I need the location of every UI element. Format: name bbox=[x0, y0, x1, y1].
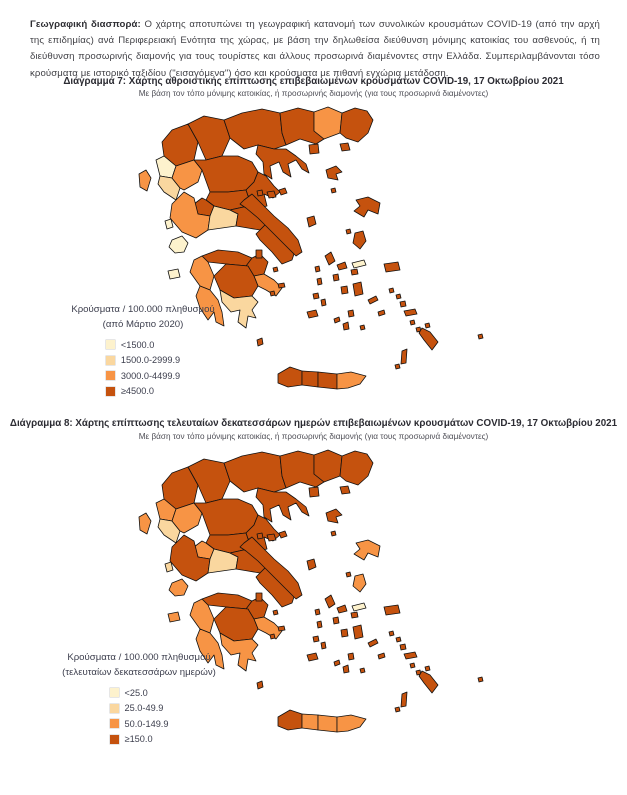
region-paros bbox=[341, 629, 348, 637]
legend-item bbox=[110, 732, 169, 748]
region-limnos bbox=[326, 509, 342, 523]
region-samothrace bbox=[340, 486, 350, 494]
figure8-legend bbox=[33, 650, 245, 747]
region-corfu bbox=[139, 170, 151, 191]
region-anafi bbox=[360, 325, 365, 330]
region-aegina bbox=[273, 610, 278, 615]
geographic-dispersion-paragraph bbox=[30, 17, 600, 83]
region-crete_heraklion bbox=[318, 372, 337, 389]
region-kea bbox=[315, 266, 320, 272]
region-serifos bbox=[313, 636, 319, 642]
region-kos bbox=[404, 652, 417, 659]
region-mykonos bbox=[351, 612, 358, 618]
region-astypalea bbox=[378, 653, 385, 659]
region-leros bbox=[396, 637, 401, 642]
region-paros bbox=[341, 286, 348, 294]
figure8-subtitle: Με βάση τον τόπο μόνιμης κατοικίας, ή προσωρινής διαμονής (για τους προσωρινά διαμένοντες) bbox=[138, 432, 489, 441]
region-zakynthos bbox=[168, 612, 180, 622]
region-psara bbox=[346, 229, 351, 234]
legend-label: <1500.0 bbox=[120, 339, 155, 350]
region-lesbos bbox=[354, 540, 380, 560]
legend-title-line1: Κρούσματα / 100.000 πληθυσμού bbox=[67, 652, 211, 663]
region-leros bbox=[396, 294, 401, 299]
region-crete_rethymno bbox=[302, 714, 318, 730]
legend-item bbox=[110, 701, 169, 717]
legend-label: 3000.0-4499.9 bbox=[120, 370, 181, 381]
region-hydra bbox=[278, 626, 285, 631]
region-symi bbox=[425, 666, 430, 671]
region-argolida bbox=[254, 274, 282, 296]
figure7-subtitle: Με βάση τον τόπο μόνιμης κατοικίας, ή προσωρινής διαμονής (για τους προσωρινά διαμένοντες) bbox=[138, 89, 489, 98]
region-ios bbox=[348, 653, 354, 660]
region-amorgos bbox=[368, 639, 378, 647]
legend-swatch bbox=[106, 340, 115, 349]
region-kasos bbox=[395, 707, 400, 712]
region-amorgos bbox=[368, 296, 378, 304]
region-agios_efstratios bbox=[331, 188, 336, 193]
region-kefalonia bbox=[169, 236, 188, 253]
legend-item bbox=[106, 384, 180, 400]
region-folegandros bbox=[334, 660, 340, 666]
region-santorini bbox=[343, 322, 349, 330]
region-kalymnos bbox=[400, 644, 406, 650]
region-isthmus bbox=[256, 593, 262, 601]
region-chalkidiki bbox=[256, 488, 309, 522]
region-skyros bbox=[307, 559, 316, 570]
region-crete_lasithi bbox=[337, 372, 366, 389]
region-spetses bbox=[270, 291, 275, 296]
legend-label: 1500.0-2999.9 bbox=[120, 355, 181, 366]
region-folegandros bbox=[334, 317, 340, 323]
region-kythnos bbox=[317, 278, 322, 285]
region-crete_lasithi bbox=[337, 715, 366, 732]
region-kythira bbox=[257, 338, 263, 346]
region-naxos bbox=[353, 625, 363, 639]
region-kastellorizo bbox=[478, 677, 483, 682]
region-samothrace bbox=[340, 143, 350, 151]
region-crete_chania bbox=[278, 710, 302, 730]
region-ikaria bbox=[352, 260, 366, 268]
paragraph-body: Ο χάρτης αποτυπώνει τη γεωγραφική κατανομή των συνολικών κρουσμάτων COVID-19 (από την αρχή της επιδημίας) ανά Περιφερειακή Ενότητα της χώρας, με βάση την δηλωθείσα διεύθυνση μόνιμης κατοικίας του ασθενούς, ή τη διεύθυνση προσωρινής διαμονής για τους τουρίστες και άλλους προσωρινά διαμένοντες στην Ελλάδα. Συμπεριλαμβάνονται τόσο κρούσματα με ιστορικό ταξιδίου ("εισαγόμενα") όσο και κρούσματα με πιθανή εγχώρια μετάδοση. bbox=[30, 18, 600, 79]
region-hydra bbox=[278, 283, 285, 288]
region-kythnos bbox=[317, 621, 322, 628]
legend-items bbox=[110, 685, 169, 747]
region-samos bbox=[384, 262, 400, 272]
region-andros bbox=[325, 595, 335, 608]
region-thasos bbox=[309, 487, 319, 497]
region-syros bbox=[333, 274, 339, 281]
legend-items bbox=[106, 337, 180, 399]
region-xanthi_rodopi bbox=[314, 450, 342, 482]
region-kalymnos bbox=[400, 301, 406, 307]
region-serifos bbox=[313, 293, 319, 299]
legend-item bbox=[106, 337, 180, 353]
region-karpathos bbox=[401, 692, 407, 707]
region-corfu bbox=[139, 513, 151, 534]
region-alonnisos bbox=[279, 188, 287, 195]
region-patmos bbox=[389, 288, 394, 293]
legend-title-line1: Κρούσματα / 100.000 πληθυσμού bbox=[71, 304, 215, 315]
region-rhodes bbox=[419, 328, 438, 350]
region-chios bbox=[353, 574, 366, 592]
legend-swatch bbox=[106, 371, 115, 380]
region-ios bbox=[348, 310, 354, 317]
figure8-title: Διάγραμμα 8: Χάρτης επίπτωσης τελευταίων δεκατεσσάρων ημερών επιβεβαιωμένων κρουσμάτων COVID-19, 17 Οκτωβρίου 2021 bbox=[9, 418, 618, 429]
region-tinos bbox=[337, 262, 347, 270]
legend-item bbox=[106, 353, 180, 369]
region-nisyros bbox=[410, 663, 415, 668]
figure7-legend bbox=[37, 302, 249, 399]
legend-label: 50.0-149.9 bbox=[124, 718, 169, 729]
legend-item bbox=[106, 368, 180, 384]
region-kastellorizo bbox=[478, 334, 483, 339]
region-kea bbox=[315, 609, 320, 615]
region-rhodes bbox=[419, 671, 438, 693]
region-isthmus bbox=[256, 250, 262, 258]
region-kythira bbox=[257, 681, 263, 689]
legend-label: ≥4500.0 bbox=[120, 386, 155, 397]
region-achaia bbox=[202, 250, 252, 266]
region-argolida bbox=[254, 617, 282, 639]
region-sifnos bbox=[321, 642, 326, 649]
figure7-title: Διάγραμμα 7: Χάρτης αθροιστικής επίπτωσης επιβεβαιωμένων κρουσμάτων COVID-19, 17 Οκτωβρίου 2021 bbox=[63, 76, 564, 87]
region-skopelos bbox=[267, 191, 276, 198]
region-evros bbox=[340, 108, 373, 142]
legend-label: ≥150.0 bbox=[124, 734, 153, 745]
region-nisyros bbox=[410, 320, 415, 325]
legend-swatch bbox=[110, 735, 119, 744]
legend-title-line2: (από Μάρτιο 2020) bbox=[102, 319, 184, 330]
region-syros bbox=[333, 617, 339, 624]
region-thessaly bbox=[194, 499, 258, 535]
region-skiathos bbox=[257, 190, 263, 196]
region-karpathos bbox=[401, 349, 407, 364]
region-naxos bbox=[353, 282, 363, 296]
region-astypalea bbox=[378, 310, 385, 316]
region-patmos bbox=[389, 631, 394, 636]
legend-item bbox=[110, 685, 169, 701]
region-kefalonia bbox=[169, 579, 188, 596]
region-symi bbox=[425, 323, 430, 328]
region-xanthi_rodopi bbox=[314, 107, 342, 139]
legend-label: 25.0-49.9 bbox=[124, 703, 164, 714]
legend-swatch bbox=[106, 387, 115, 396]
region-zakynthos bbox=[168, 269, 180, 279]
region-psara bbox=[346, 572, 351, 577]
region-thasos bbox=[309, 144, 319, 154]
region-crete_rethymno bbox=[302, 371, 318, 387]
region-lesbos bbox=[354, 197, 380, 217]
region-achaia bbox=[202, 593, 252, 609]
region-skyros bbox=[307, 216, 316, 227]
region-limnos bbox=[326, 166, 342, 180]
region-chalkidiki bbox=[256, 145, 309, 179]
region-kos bbox=[404, 309, 417, 316]
region-mykonos bbox=[351, 269, 358, 275]
region-agios_efstratios bbox=[331, 531, 336, 536]
region-central_macedonia bbox=[224, 452, 286, 492]
region-crete_chania bbox=[278, 367, 302, 387]
region-skiathos bbox=[257, 533, 263, 539]
region-milos bbox=[307, 310, 318, 318]
region-central_macedonia bbox=[224, 109, 286, 149]
legend-title-line2: (τελευταίων δεκατεσσάρων ημερών) bbox=[62, 667, 216, 678]
legend-swatch bbox=[110, 688, 119, 697]
region-skopelos bbox=[267, 534, 276, 541]
legend-swatch bbox=[110, 719, 119, 728]
region-chios bbox=[353, 231, 366, 249]
region-anafi bbox=[360, 668, 365, 673]
region-alonnisos bbox=[279, 531, 287, 538]
legend-item bbox=[110, 716, 169, 732]
region-kasos bbox=[395, 364, 400, 369]
region-milos bbox=[307, 653, 318, 661]
legend-swatch bbox=[110, 704, 119, 713]
region-ikaria bbox=[352, 603, 366, 611]
region-sifnos bbox=[321, 299, 326, 306]
region-thessaly bbox=[194, 156, 258, 192]
region-tinos bbox=[337, 605, 347, 613]
region-evros bbox=[340, 451, 373, 485]
legend-title bbox=[37, 302, 249, 332]
region-crete_heraklion bbox=[318, 715, 337, 732]
legend-swatch bbox=[106, 356, 115, 365]
region-santorini bbox=[343, 665, 349, 673]
region-samos bbox=[384, 605, 400, 615]
region-andros bbox=[325, 252, 335, 265]
region-aegina bbox=[273, 267, 278, 272]
legend-label: <25.0 bbox=[124, 687, 148, 698]
legend-title bbox=[33, 650, 245, 680]
paragraph-lead: Γεωγραφική διασπορά: bbox=[30, 18, 141, 30]
region-spetses bbox=[270, 634, 275, 639]
